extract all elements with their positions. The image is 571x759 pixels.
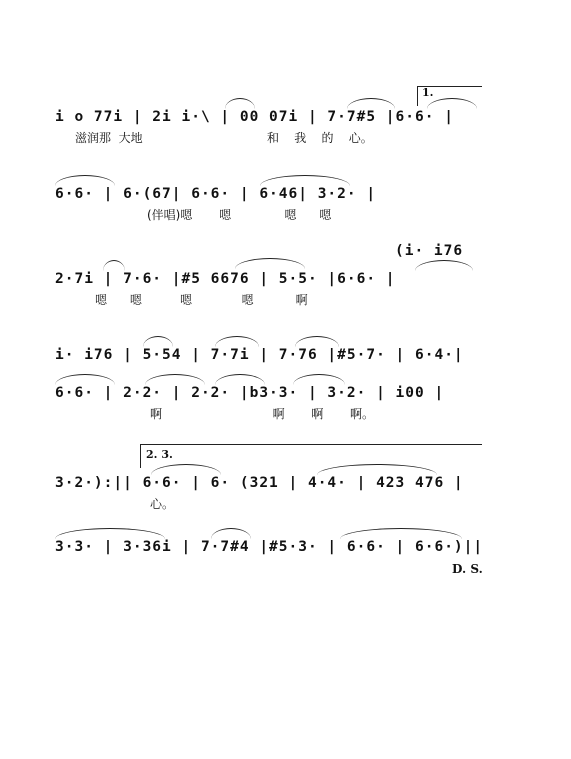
volta-first-tick xyxy=(417,86,418,106)
notation-line: 3·2·):|| 6·6· | 6· (321 | 4·4· | 423 476 | xyxy=(55,475,464,491)
staff-row-1 xyxy=(55,106,485,146)
notation-line: 6·6· | 2·2· | 2·2· |b3·3· | 3·2· | i00 | xyxy=(55,385,445,401)
notation-prefix: (i· i76 xyxy=(395,243,464,259)
staff-row-6 xyxy=(55,472,485,512)
staff-row-2 xyxy=(55,183,485,223)
lyric-line: (伴唱)嗯 嗯 嗯 嗯 xyxy=(147,208,332,222)
ds-mark: D. S. xyxy=(452,562,483,576)
notation-line: 6·6· | 6·(67| 6·6· | 6·46| 3·2· | xyxy=(55,186,377,202)
volta-second-bracket xyxy=(140,444,482,445)
lyric-line: 嗯 嗯 嗯 嗯 啊 xyxy=(95,293,308,307)
lyric-line: 心。 xyxy=(150,497,175,511)
volta-first-label: 1. xyxy=(422,86,434,99)
volta-second-tick xyxy=(140,444,141,468)
staff-row-4 xyxy=(55,344,485,384)
staff-row-3 xyxy=(55,243,485,308)
notation-line: i o 77i | 2i i·\ | 00 07i | 7·7#5 |6·6· | xyxy=(55,109,454,125)
volta-second-label: 2. 3. xyxy=(146,448,173,461)
notation-line: 2·7i | 7·6· |#5 6676 | 5·5· |6·6· | xyxy=(55,271,396,287)
staff-row-7 xyxy=(55,536,485,576)
staff-row-5 xyxy=(55,382,485,422)
lyric-line: 和 我 的 心。 xyxy=(267,131,373,145)
lyric-line: 啊 啊 啊 啊。 xyxy=(150,407,375,421)
lyric-line: 滋润那 大地 xyxy=(75,131,143,145)
notation-line: i· i76 | 5·54 | 7·7i | 7·76 |#5·7· | 6·4·| xyxy=(55,347,464,363)
notation-line: 3·3· | 3·36i | 7·7#4 |#5·3· | 6·6· | 6·6·)|| xyxy=(55,539,484,555)
